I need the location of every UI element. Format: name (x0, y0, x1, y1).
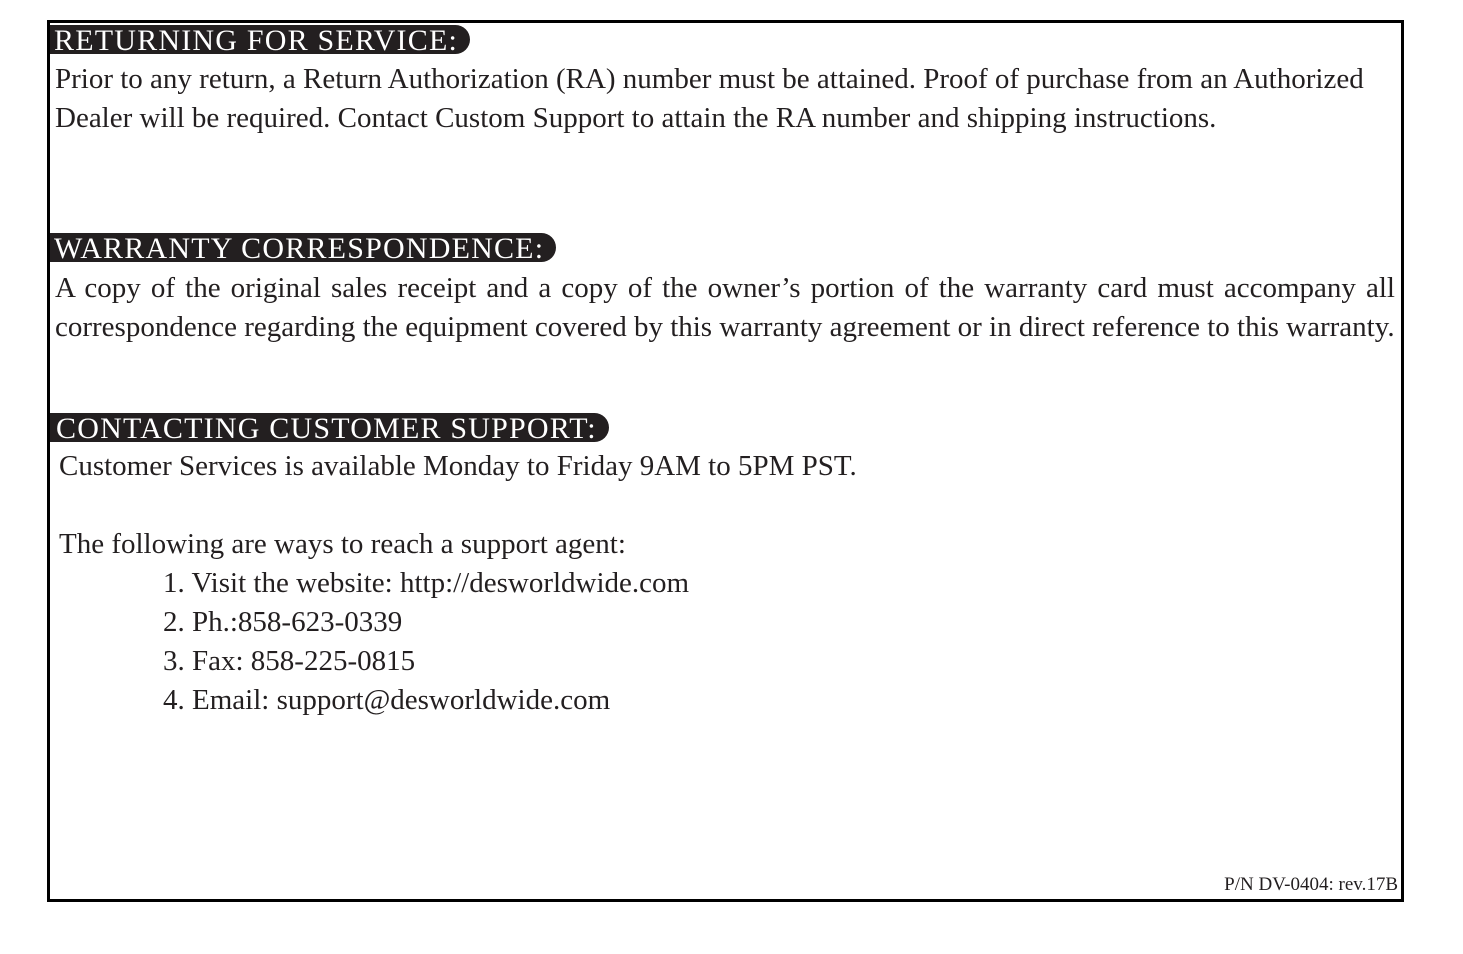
support-intro-text: The following are ways to reach a support agent: (59, 528, 626, 560)
document-frame (47, 20, 1404, 902)
list-item-website: 1. Visit the website: http://desworldwide.com (163, 567, 690, 599)
support-hours-text: Customer Services is available Monday to Friday 9AM to 5PM PST. (59, 450, 857, 482)
heading-warranty-correspondence: WARRANTY CORRESPONDENCE: (50, 233, 556, 262)
warranty-correspondence-text: A copy of the original sales receipt and a copy of the owner’s portion of the warranty card must accompany all correspondence regarding the equipment covered by this warranty agreement or in direct reference to this warranty. (55, 272, 1395, 343)
returning-for-service-text: Prior to any return, a Return Authorization (RA) number must be attained. Proof of purchase from an Authorized Dealer will be required. Contact Custom Support to attain the RA number and shipping instructions. (55, 63, 1364, 134)
list-item-email: 4. Email: support@desworldwide.com (163, 684, 611, 716)
list-item-fax: 3. Fax: 858-225-0815 (163, 645, 416, 677)
part-number: P/N DV-0404: rev.17B (1224, 874, 1398, 895)
heading-contacting-customer-support: CONTACTING CUSTOMER SUPPORT: (50, 413, 609, 442)
heading-returning-for-service: RETURNING FOR SERVICE: (50, 25, 470, 54)
list-item-phone: 2. Ph.:858-623-0339 (163, 606, 403, 638)
